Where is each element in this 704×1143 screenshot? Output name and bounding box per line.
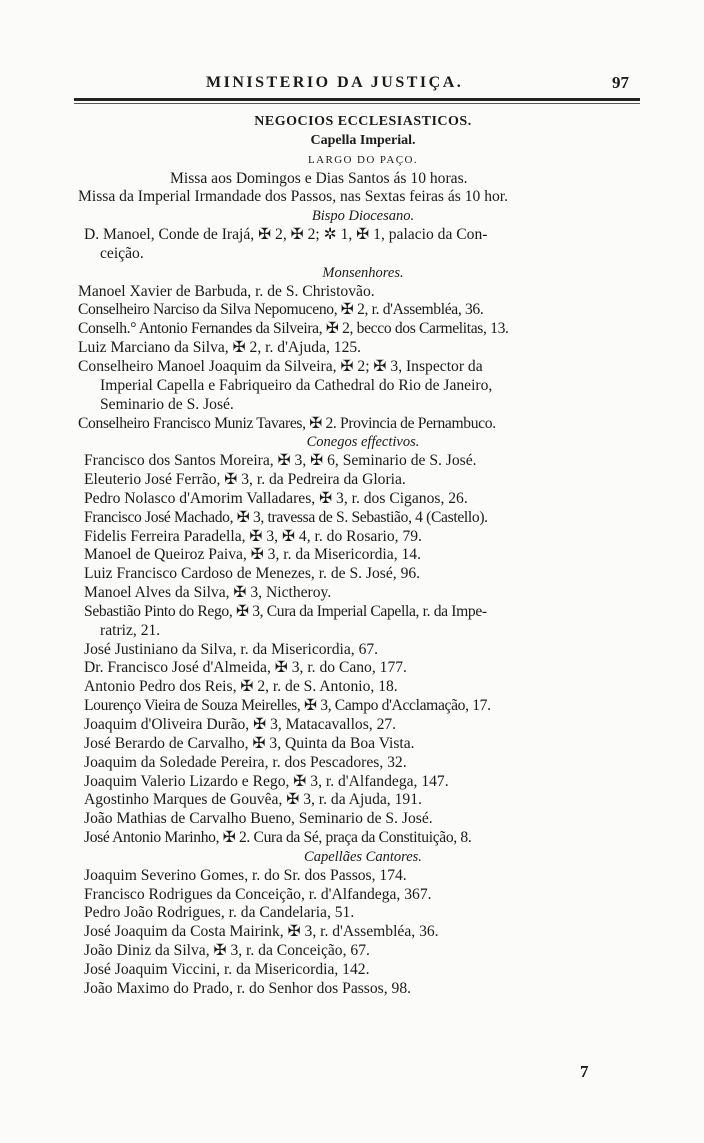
section-title: NEGOCIOS ECCLESIASTICOS. [254, 114, 472, 129]
text-line: ratriz, 21. [100, 621, 161, 639]
text-line: Francisco dos Santos Moreira, ✠ 3, ✠ 6, Seminario de S. José. [84, 452, 477, 470]
text-line: Lourenço Vieira de Souza Meirelles, ✠ 3, Campo d'Acclamação, 17. [84, 697, 491, 715]
text-line: Conselheiro Francisco Muniz Tavares, ✠ 2. Provincia de Pernambuco. [78, 414, 496, 432]
text-line: José Joaquim da Costa Mairink, ✠ 3, r. d'Assembléa, 36. [84, 923, 439, 941]
text-line: Pedro João Rodrigues, r. da Candelaria, 51. [84, 904, 355, 922]
text-line: João Diniz da Silva, ✠ 3, r. da Conceição, 67. [84, 942, 370, 960]
text-line: Manoel Xavier de Barbuda, r. de S. Christovão. [78, 282, 375, 300]
text-line: Joaquim d'Oliveira Durão, ✠ 3, Matacavallos, 27. [84, 716, 397, 733]
text-line: Agostinho Marques de Gouvêa, ✠ 3, r. da Ajuda, 191. [84, 791, 422, 809]
text-line: Missa da Imperial Irmandade dos Passos, nas Sextas feiras ás 10 hor. [78, 188, 509, 206]
text-line: Imperial Capella e Fabriqueiro da Cathedral do Rio de Janeiro, [100, 376, 493, 394]
text-line: José Joaquim Viccini, r. da Misericordia, 142. [84, 960, 370, 978]
text-line: Missa aos Domingos e Dias Santos ás 10 horas. [170, 169, 468, 187]
text-line: José Antonio Marinho, ✠ 2. Cura da Sé, praça da Constituição, 8. [84, 829, 472, 847]
text-line: Conselheiro Narciso da Silva Nepomuceno, ✠ 2, r. d'Assembléa, 36. [78, 301, 484, 319]
document-body [78, 113, 648, 999]
signature-mark: 7 [580, 1062, 589, 1081]
section-subtitle: Capella Imperial. [310, 132, 416, 148]
header-rule-thin [74, 103, 640, 104]
subheading: Conegos effectivos. [306, 434, 420, 451]
text-line: João Maximo do Prado, r. do Senhor dos Passos, 98. [84, 979, 412, 997]
subheading: Monsenhores. [322, 264, 404, 281]
text-line: Joaquim Severino Gomes, r. do Sr. dos Passos, 174. [84, 866, 407, 884]
text-line: José Justiniano da Silva, r. da Misericordia, 67. [84, 640, 379, 658]
text-line: Fidelis Ferreira Paradella, ✠ 3, ✠ 4, r. do Rosario, 79. [84, 527, 422, 545]
text-line: Eleuterio José Ferrão, ✠ 3, r. da Pedreira da Gloria. [84, 471, 406, 489]
text-line: Joaquim da Soledade Pereira, r. dos Pescadores, 32. [84, 753, 407, 771]
text-line: Francisco Rodrigues da Conceição, r. d'Alfandega, 367. [84, 885, 432, 903]
text-line: José Berardo de Carvalho, ✠ 3, Quinta da Boa Vista. [84, 734, 415, 752]
text-line: Dr. Francisco José d'Almeida, ✠ 3, r. do Cano, 177. [84, 659, 407, 677]
text-line: Luiz Francisco Cardoso de Menezes, r. de S. José, 96. [84, 565, 421, 583]
text-line: Luiz Marciano da Silva, ✠ 2, r. d'Ajuda, 125. [78, 339, 362, 357]
text-line: Joaquim Valerio Lizardo e Rego, ✠ 3, r. d'Alfandega, 147. [84, 772, 449, 790]
text-line: Pedro Nolasco d'Amorim Valladares, ✠ 3, r. dos Ciganos, 26. [84, 489, 468, 507]
text-line: ceição. [100, 244, 144, 262]
header-rule-thick [74, 98, 640, 101]
text-line: Conselh.° Antonio Fernandes da Silveira, ✠ 2, becco dos Carmelitas, 13. [78, 320, 509, 338]
text-line: Seminario de S. José. [100, 395, 234, 413]
section-place: LARGO DO PAÇO. [308, 153, 418, 166]
text-line: D. Manoel, Conde de Irajá, ✠ 2, ✠ 2; ✲ 1, ✠ 1, palacio da Con- [84, 226, 488, 244]
text-line: Francisco José Machado, ✠ 3, travessa de S. Sebastião, 4 (Castello). [84, 508, 488, 526]
subheading: Bispo Diocesano. [311, 208, 415, 225]
text-line: João Mathias de Carvalho Bueno, Seminario de S. José. [84, 810, 433, 828]
page-header [0, 68, 704, 98]
page-number: 97 [612, 73, 629, 92]
text-line: Conselheiro Manoel Joaquim da Silveira, ✠ 2; ✠ 3, Inspector da [78, 357, 483, 375]
subheading: Capellães Cantores. [304, 848, 422, 865]
running-title: MINISTERIO DA JUSTIÇA. [206, 74, 464, 91]
text-line: Sebastião Pinto do Rego, ✠ 3, Cura da Imperial Capella, r. da Impe- [84, 602, 487, 620]
text-line: Manoel Alves da Silva, ✠ 3, Nictheroy. [84, 584, 332, 602]
text-line: Manoel de Queiroz Paiva, ✠ 3, r. da Misericordia, 14. [84, 546, 421, 564]
text-line: Antonio Pedro dos Reis, ✠ 2, r. de S. Antonio, 18. [84, 678, 398, 696]
